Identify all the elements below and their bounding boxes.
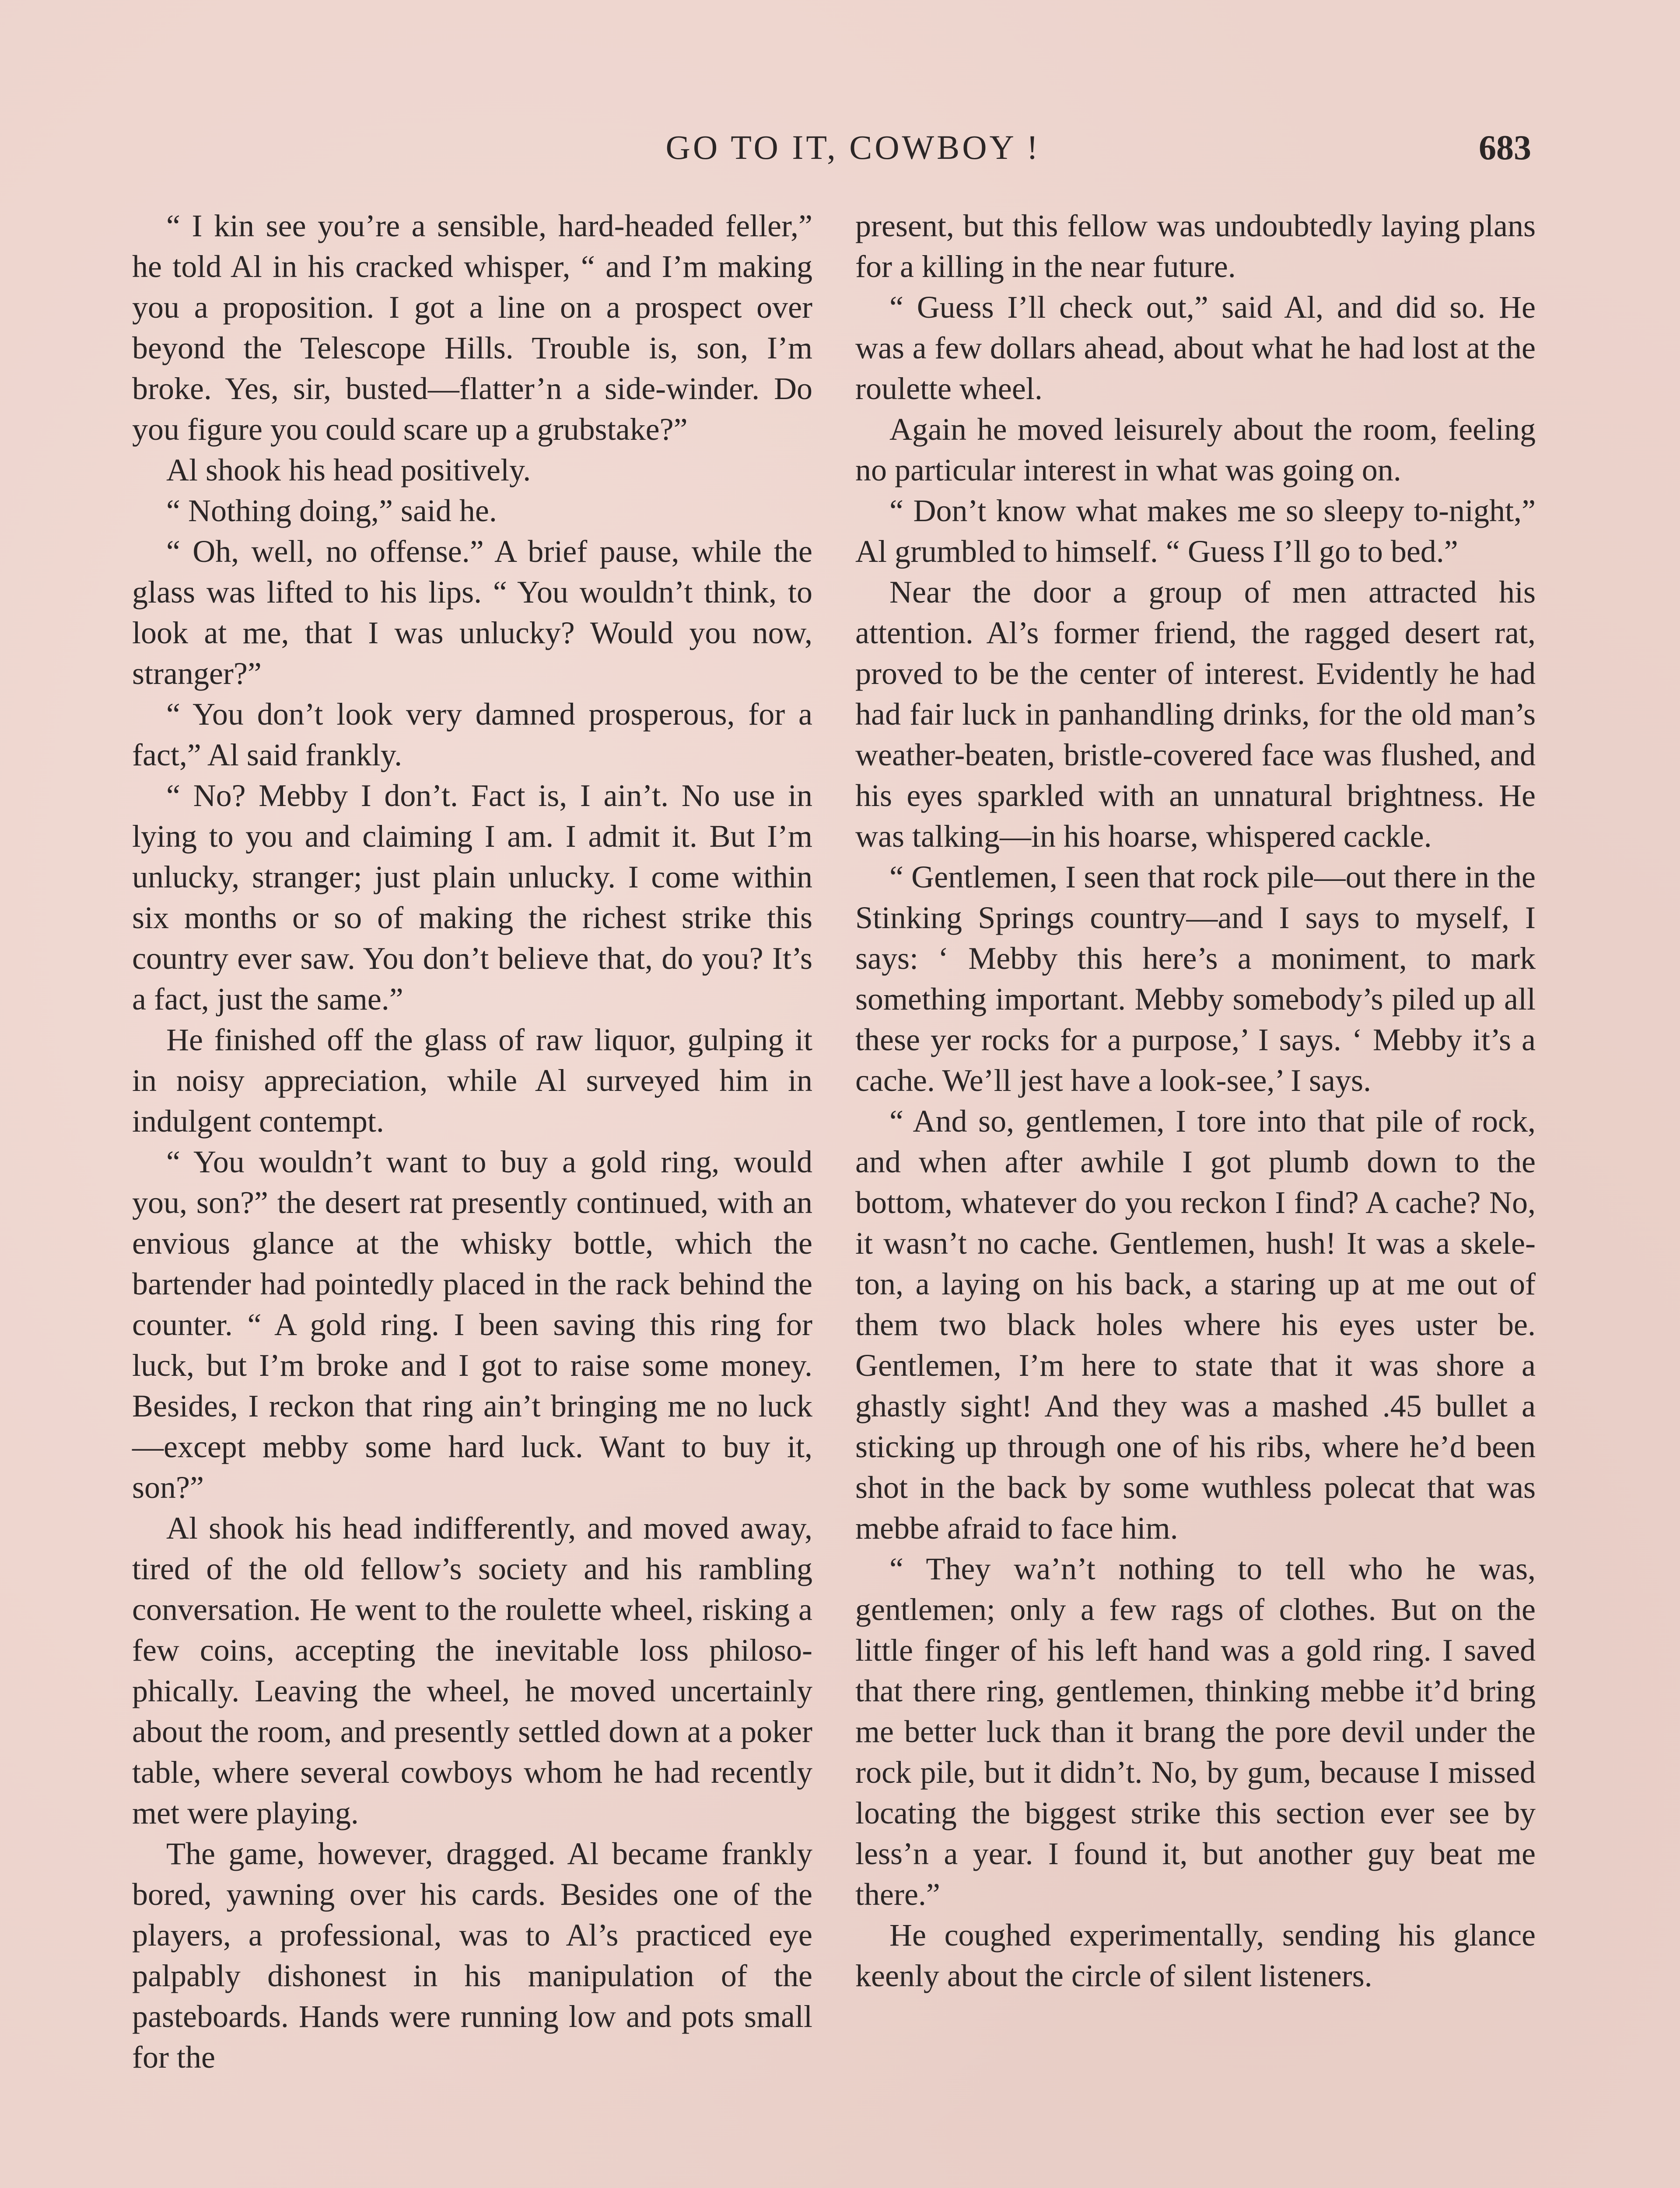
- paragraph: He coughed experimentally, sending his glance keenly about the circle of silent listeners.: [855, 1918, 1536, 1993]
- right-column: [855, 206, 1536, 1996]
- paragraph: “ Don’t know what makes me so sleepy to-night,” Al grumbled to himself. “ Guess I’ll go to bed.”: [855, 493, 1536, 569]
- paragraph: “ And so, gentlemen, I tore into that pile of rock, and when after awhile I got plumb down to the bottom, whatever do you reckon I find? A cache? No, it wasn’t no cache. Gentlemen, hush! It was a skeleton, a laying on his back, a staring up at me out of them two black holes where his eyes uster be. Gentlemen, I’m here to state that it was shore a ghastly sight! And they was a mashed .45 bullet a sticking up through one of his ribs, where he’d been shot in the back by some wuthless polecat that was mebbe afraid to face him.: [855, 1104, 1536, 1546]
- left-column: [132, 206, 812, 2078]
- page-number: 683: [1479, 129, 1531, 167]
- paragraph: Al shook his head positively.: [166, 452, 531, 487]
- paragraph: “ You don’t look very damned prosperous, for a fact,” Al said frankly.: [132, 697, 812, 772]
- paragraph: “ Oh, well, no offense.” A brief pause, while the glass was lifted to his lips. “ You wouldn’t think, to look at me, that I was unlucky? Would you now, stranger?”: [132, 534, 812, 691]
- paragraph: “ Guess I’ll check out,” said Al, and did so. He was a few dollars ahead, about what he had lost at the roulette wheel.: [855, 290, 1536, 406]
- paragraph: “ They wa’n’t nothing to tell who he was, gentlemen; only a few rags of clothes. But on the little finger of his left hand was a gold ring. I saved that there ring, gentlemen, thinking mebbe it’d bring me better luck than it brang the pore devil under the rock pile, but it didn’t. No, by gum, because I missed locating the biggest strike this section ever see by less’n a year. I found it, but another guy beat me there.”: [855, 1551, 1536, 1912]
- paragraph: He finished off the glass of raw liquor, gulping it in noisy appreciation, while Al surveyed him in indulgent contempt.: [132, 1022, 812, 1139]
- paragraph: “ You wouldn’t want to buy a gold ring, would you, son?” the desert rat presently continued, with an envious glance at the whisky bottle, which the bartender had pointedly placed in the rack behind the counter. “ A gold ring. I been saving this ring for luck, but I’m broke and I got to raise some money. Besides, I reckon that ring ain’t bringing me no luck—except mebby some hard luck. Want to buy it, son?”: [132, 1144, 812, 1505]
- paragraph: Near the door a group of men attracted his attention. Al’s former friend, the ragged desert rat, proved to be the center of interest. Evidently he had had fair luck in panhandling drinks, for the old man’s weather-beaten, bristle-covered face was flushed, and his eyes sparkled with an unnatural brightness. He was talking—in his hoarse, whispered cackle.: [855, 575, 1536, 854]
- paragraph: present, but this fellow was undoubtedly laying plans for a killing in the near future.: [855, 208, 1536, 284]
- paragraph: Al shook his head indifferently, and moved away, tired of the old fellow’s society and his rambling conversation. He went to the roulette wheel, risking a few coins, accepting the inevitable loss philosophically. Leaving the wheel, he moved uncertainly about the room, and presently settled down at a poker table, where several cowboys whom he had recently met were playing.: [132, 1511, 812, 1830]
- paragraph: “ Nothing doing,” said he.: [166, 493, 497, 528]
- paragraph: “ No? Mebby I don’t. Fact is, I ain’t. No use in lying to you and claiming I am. I admit it. But I’m unlucky, stranger; just plain unlucky. I come within six months or so of making the richest strike this country ever saw. You don’t believe that, do you? It’s a fact, just the same.”: [132, 778, 812, 1017]
- paragraph: “ Gentlemen, I seen that rock pile—out there in the Stinking Springs country—and I says to myself, I says: ‘ Mebby this here’s a moniment, to mark something important. Mebby somebody’s piled up all these yer rocks for a purpose,’ I says. ‘ Mebby it’s a cache. We’ll jest have a look-see,’ I says.: [855, 859, 1536, 1098]
- paragraph: The game, however, dragged. Al became frankly bored, yawning over his cards. Besides one of the players, a professional, was to Al’s practiced eye palpably dishonest in his manipulation of the pasteboards. Hands were running low and pots small for the: [132, 1836, 812, 2075]
- paragraph: Again he moved leisurely about the room, feeling no particular interest in what was going on.: [855, 412, 1536, 487]
- paragraph: “ I kin see you’re a sensible, hard-headed feller,” he told Al in his cracked whisper, “ and I’m making you a proposition. I got a line on a prospect over beyond the Telescope Hills. Trouble is, son, I’m broke. Yes, sir, busted—flatter’n a side-winder. Do you figure you could scare up a grubstake?”: [132, 208, 812, 447]
- running-title: GO TO IT, COWBOY !: [665, 128, 1041, 166]
